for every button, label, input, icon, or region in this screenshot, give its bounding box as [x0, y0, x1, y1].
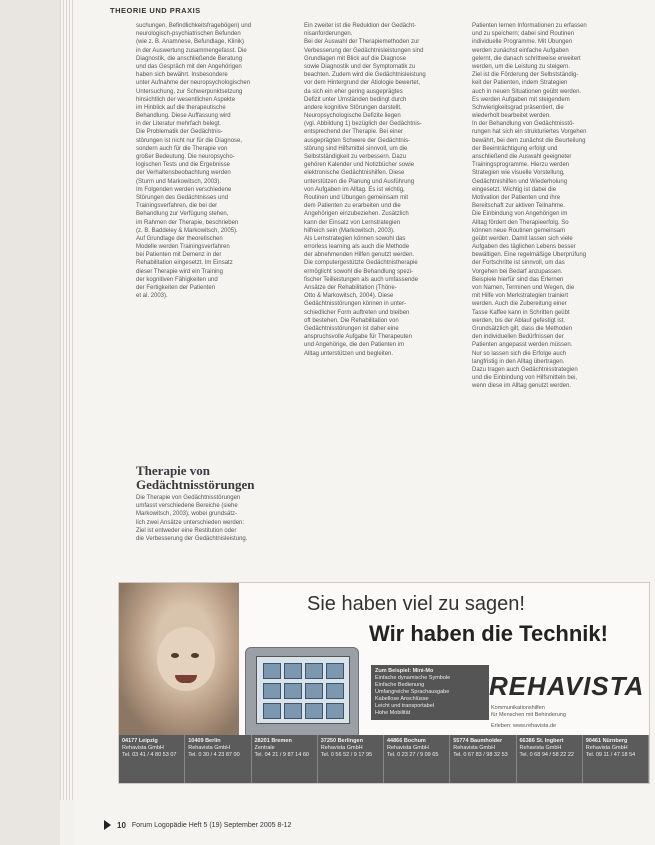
brand-logo: REHAVISTA — [489, 671, 645, 701]
text-line: geübt werden. Damit lassen sich viele — [472, 235, 573, 242]
location-entry — [450, 735, 516, 783]
text-line: Auf Grundlage der theoretischen — [136, 235, 223, 242]
footer-citation: Forum Logopädie Heft 5 (19) September 2005 8-12 — [131, 821, 292, 829]
text-line: Strategien wie visuelle Vorstellung, — [472, 170, 565, 177]
text-line: haben sich bewährt. Insbesondere — [136, 72, 228, 79]
text-line: Modelle werden Trainingsverfahren — [136, 244, 230, 251]
text-line: der abnehmenden Hilfen genutzt werden. — [304, 252, 415, 259]
text-line: gehören Kalender und Notizbücher sowie — [304, 162, 415, 169]
text-line: den individuellen Bedürfnissen der — [472, 334, 564, 341]
text-line: Diagnostik, die anschließende Beratung — [136, 55, 243, 62]
text-line: langfristig in den Alltag übertragen. — [472, 358, 565, 365]
location-l3: Tel. 0 23 27 / 9 09 65 — [387, 752, 439, 758]
text-line: in der Literatur mehrfach belegt. — [136, 121, 222, 128]
text-line: Gedächtnishilfen und Wiederholung — [472, 178, 568, 185]
text-line: Als Lernstrategien können sowohl das — [304, 235, 406, 242]
text-line: störung sind Hilfsmittel sinnvoll, um die — [304, 145, 408, 152]
text-line: Alltag unterstützen und begleiten. — [304, 350, 394, 357]
text-line: Defizit unter Umständen bedingt durch — [304, 96, 407, 103]
location-l2: Rehavista GmbH — [320, 745, 363, 751]
text-line: werden zunächst einfache Aufgaben — [472, 47, 569, 54]
text-line: lich zwei Ansätze unterschieden werden: — [136, 519, 245, 526]
text-line: Untersuchung, zur Schwerpunktsetzung — [136, 88, 243, 95]
location-l3: Tel. 09 11 / 47 18 54 — [585, 752, 636, 758]
text-line: hilfreich sein (Markowitsch, 2003). — [304, 227, 395, 234]
text-line: Rehabilitation eingesetzt. Im Einsatz — [136, 260, 233, 267]
text-column-3 — [472, 22, 650, 390]
text-line: Markowitsch, 2003), wobei grundsätz- — [136, 511, 238, 518]
text-line: Patienten lernen Informationen zu erfassen — [472, 23, 587, 29]
text-line: Dazu tragen auch Gedächtnisstrategien — [472, 366, 578, 373]
location-entry — [318, 735, 384, 783]
text-line: (wie z. B. Anamnese, Befundlage, Klinik) — [136, 39, 245, 46]
text-line: Ansätze der Rehabilitation (Thöne- — [304, 285, 397, 291]
text-line: hinsichtlich der wesentlichen Aspekte — [136, 96, 236, 103]
text-line: werden. Auch die Zubereitung einer — [472, 301, 567, 308]
text-line: Die computergestützte Gedächtnistherapie — [304, 260, 418, 267]
text-line: sowie Diagnostik und der Symptomatik zu — [304, 63, 416, 70]
text-line: Im Folgenden werden verschiedene — [136, 186, 232, 193]
brand-website: Erleben: www.rehavista.de — [491, 723, 557, 729]
text-line: der Fertigkeiten der Patienten — [136, 285, 216, 291]
text-line: Ein zweiter ist die Reduktion der Gedächt- — [304, 23, 417, 29]
text-line: ermöglicht sowohl die Behandlung spezi- — [304, 268, 414, 275]
text-line: kann der Einsatz von Lernstrategien — [304, 219, 401, 226]
section-heading: Therapie von Gedächtnisstörungen — [136, 463, 255, 492]
text-line: Bei der Auswahl der Therapiemethoden zur — [304, 39, 420, 46]
text-line: (Sturm und Markowitsch, 2003). — [136, 178, 222, 185]
text-line: Routinen und Übungen gemeinsam mit — [304, 194, 409, 201]
text-line: Die Therapie von Gedächtnisstörungen — [136, 495, 241, 501]
location-l2: Rehavista GmbH — [122, 745, 164, 751]
text-line: gelernt, die danach schrittweise erweitert — [472, 55, 581, 62]
brand-subtitle: Kommunikationshilfen für Menschen mit Behinderung — [491, 705, 566, 718]
text-line: die Verbesserung der Gedächtnisleistung. — [136, 535, 248, 542]
text-line: unterstützen die Planung und Ausführung — [304, 178, 415, 185]
text-line: vor dem Hintergrund der Ätiologie bewertet, — [304, 80, 421, 87]
text-line: von Namen, Terminen und Wegen, die — [472, 285, 575, 291]
child-photo — [119, 583, 239, 735]
text-line: entsprechend der Therapie. Bei einer — [304, 129, 403, 136]
text-line: Tasse Kaffee kann in Schritten geübt — [472, 309, 570, 316]
text-column-1b — [136, 494, 294, 543]
text-column-1 — [136, 22, 294, 300]
location-entry — [384, 735, 450, 783]
text-line: und die Einbindung von Hilfsmitteln bei, — [472, 375, 578, 382]
arrow-icon — [104, 820, 111, 830]
location-entry — [119, 735, 185, 783]
text-line: Bereitschaft zur aktiven Teilnahme. — [472, 203, 565, 210]
location-l2: Rehavista GmbH — [519, 745, 562, 751]
text-line: Verbesserung der Gedächtnisleistungen sind — [304, 47, 424, 54]
location-city: 37250 Berlingen — [320, 738, 363, 744]
advertisement — [118, 582, 650, 784]
text-line: suchungen, Befindlichkeitsfragebögen) und — [136, 23, 252, 29]
text-line: oft bestehen. Die Rehabilitation von — [304, 317, 399, 324]
location-l3: Tel. 04 21 / 9 87 14 60 — [254, 752, 309, 758]
page-footer — [104, 820, 291, 830]
text-line: bei Patienten mit Demenz in der — [136, 252, 222, 259]
text-line: dem Patienten zu erarbeiten und die — [304, 203, 401, 210]
text-line: Vorgehen bei Bedarf anzupassen. — [472, 268, 563, 275]
text-line: können neue Routinen gemeinsam — [472, 227, 566, 234]
ad-headline-1: Sie haben viel zu sagen! — [307, 593, 525, 615]
text-line: Behandlung zur Verfügung stehen, — [136, 211, 229, 218]
text-line: Selbstständigkeit zu verbessern. Dazu — [304, 154, 407, 160]
location-city: 04177 Leipzig — [122, 738, 158, 744]
text-line: bewährt, bei dem zunächst die Beurteilung — [472, 137, 586, 144]
text-line: Aufgaben des täglichen Lebens besser — [472, 244, 576, 251]
text-line: andere kognitive Störungen darstellt. — [304, 104, 402, 111]
text-line: et al. 2003). — [136, 293, 168, 300]
location-l3: Tel. 0 56 52 / 9 17 95 — [320, 752, 373, 758]
text-line: Alltag fördert den Therapieerfolg. So — [472, 219, 569, 226]
text-line: Grundsätzlich gilt, dass die Methoden — [472, 325, 573, 332]
location-city: 10409 Berlin — [188, 738, 221, 744]
text-line: neurologisch-psychiatrischen Befunden — [136, 31, 241, 38]
text-line: eingesetzt. Wichtig ist dabei die — [472, 186, 557, 193]
text-line: der Verhaltensbeobachtung werden — [136, 170, 231, 177]
text-line: beachten. Zudem wird die Gedächtnisleistung — [304, 72, 426, 79]
text-line: und Angehörige, die den Patienten im — [304, 342, 405, 349]
section-header: THEORIE UND PRAXIS — [110, 6, 201, 15]
location-city: 44866 Bochum — [387, 738, 426, 744]
text-line: Die Einbindung von Angehörigen im — [472, 211, 568, 218]
text-line: Die Problematik der Gedächtnis- — [136, 129, 223, 136]
text-line: In der Behandlung von Gedächtnisstö- — [472, 121, 575, 128]
feature-item: Kabellose Anschlüsse — [375, 696, 429, 702]
text-line: und das Gespräch mit den Angehörigen — [136, 63, 242, 70]
text-line: logischen Tests und die Ergebnisse — [136, 162, 230, 169]
text-line: anspruchsvolle Aufgabe für Therapeuten — [304, 334, 412, 341]
text-line: wiederholt bearbeitet werden. — [472, 113, 551, 120]
text-line: (vgl. Abbildung 1) bezüglich der Gedächtnis- — [304, 121, 422, 128]
text-line: mit Hilfe von Merkstrategien trainiert — [472, 293, 569, 300]
text-line: Trainingsverfahren, die bei der — [136, 203, 218, 210]
location-l3: Tel. 03 41 / 4 80 53 07 — [122, 752, 177, 758]
text-line: schiedlicher Form auftreten und bleiben — [304, 309, 410, 316]
text-line: Patienten angepasst werden müssen. — [472, 342, 573, 349]
text-line: Motivation der Patienten und ihre — [472, 194, 561, 201]
location-l2: Rehavista GmbH — [188, 745, 231, 751]
text-line: Es werden Aufgaben mit steigendem — [472, 96, 570, 103]
text-line: rungen hat sich ein strukturiertes Vorgehen — [472, 129, 587, 136]
text-line: im Hinblick auf die therapeutische — [136, 104, 226, 111]
text-line: Trainingsprogramme. Hierzu werden — [472, 162, 570, 169]
text-line: anschließend die Auswahl geeigneter — [472, 154, 572, 160]
text-line: der Beeinträchtigung erfolgt und — [472, 145, 558, 152]
text-line: der Fortschritte ist sinnvoll, um das — [472, 260, 565, 267]
text-line: Otto & Markowitsch, 2004). Diese — [304, 293, 394, 300]
text-line: unter Aufnahme der neuropsychologischen — [136, 80, 251, 87]
text-line: ausgeprägten Schwere der Gedächtnis- — [304, 137, 411, 144]
text-line: individuelle Programme. Mit Übungen — [472, 39, 573, 46]
text-line: (z. B. Baddeley & Markowitsch, 2005). — [136, 227, 238, 234]
text-line: Schwierigkeitsgrad präsentiert, die — [472, 104, 564, 111]
text-line: Behandlung. Diese Auffassung wird — [136, 113, 231, 120]
text-line: Angehörigen einzubeziehen. Zusätzlich — [304, 211, 409, 218]
feature-title: Zum Beispiel: Mini-Mo — [375, 668, 434, 674]
location-l2: Rehavista GmbH — [387, 745, 429, 751]
location-l3: Tel. 0 67 83 / 98 32 53 — [453, 752, 508, 758]
text-line: von Aufgaben im Alltag. Es ist wichtig, — [304, 186, 405, 193]
page-edges — [60, 0, 74, 800]
communication-device-image — [245, 647, 359, 739]
text-line: in der Auswertung zusammengefasst. Die — [136, 47, 247, 54]
location-l3: Tel. 0 30 / 4 23 87 00 — [188, 752, 240, 758]
text-line: werden, um die Leistung zu steigern. — [472, 63, 571, 70]
location-city: 90461 Nürnberg — [585, 738, 628, 744]
text-line: keit der Patienten, indem Strategien — [472, 80, 568, 87]
page-shadow — [0, 0, 60, 845]
feature-item: Leicht und transportabel — [375, 703, 435, 709]
text-line: großer Bedeutung. Die neuropsycho- — [136, 154, 235, 160]
text-line: Grundlagen mit Blick auf die Diagnose — [304, 55, 407, 62]
text-column-2 — [304, 22, 464, 358]
text-line: und zu speichern; dabei sind Routinen — [472, 31, 575, 38]
feature-item: Umfangreiche Sprachausgabe — [375, 689, 450, 695]
location-entry — [185, 735, 251, 783]
text-line: fischer Teilleistungen als auch umfassende — [304, 276, 418, 283]
location-l2: Rehavista GmbH — [585, 745, 628, 751]
text-line: Störungen des Gedächtnisses und — [136, 194, 229, 201]
text-line: werden, bis der Ablauf gefestigt ist. — [472, 317, 566, 324]
location-entry — [583, 735, 649, 783]
feature-item: Hohe Mobilität — [375, 710, 411, 716]
ad-headline-2: Wir haben die Technik! — [369, 621, 608, 646]
text-line: im Rahmen der Therapie, beschrieben — [136, 219, 239, 226]
text-line: Gedächtnisstörungen ist daher eine — [304, 325, 399, 332]
text-line: elektronische Gedächtnishilfen. Diese — [304, 170, 405, 177]
location-l3: Tel. 0 68 94 / 58 22 22 — [519, 752, 574, 758]
text-line: Nur so lassen sich die Erfolge auch — [472, 350, 567, 357]
text-line: Gedächtnisstörungen können in unter- — [304, 301, 407, 308]
text-line: Neuropsychologische Defizite liegen — [304, 113, 401, 120]
text-line: störungen ist nicht nur für die Diagnose, — [136, 137, 243, 144]
location-l2: Zentrale — [254, 745, 275, 751]
location-l2: Rehavista GmbH — [453, 745, 496, 751]
text-line: Ziel ist entweder eine Restitution oder — [136, 527, 237, 534]
text-line: Beispiele hierfür sind das Erlernen — [472, 276, 564, 283]
feature-item: Einfache dynamische Symbole — [375, 675, 451, 681]
location-city: 28201 Bremen — [254, 738, 292, 744]
text-line: der kognitiven Fähigkeiten und — [136, 276, 218, 283]
text-line: dieser Therapie wird ein Training — [136, 268, 223, 275]
text-line: Ziel ist die Förderung der Selbstständig- — [472, 72, 579, 79]
text-line: nisanforderungen. — [304, 31, 353, 38]
location-city: 55774 Baumholder — [453, 738, 503, 744]
location-entry — [252, 735, 318, 783]
text-line: umfasst verschiedene Bereiche (siehe — [136, 503, 238, 510]
locations-bar — [119, 735, 649, 783]
location-entry — [517, 735, 583, 783]
feature-list — [371, 665, 489, 720]
page-number: 10 — [117, 820, 126, 830]
text-line: da sich ein eher gering ausgeprägtes — [304, 88, 403, 95]
text-line: wenn diese im Alltag genutzt werden. — [472, 383, 572, 390]
text-line: errorless learning als auch die Methode — [304, 244, 410, 251]
feature-item: Einfache Bedienung — [375, 682, 425, 688]
text-line: sondern auch für die Therapie von — [136, 145, 228, 152]
text-line: auch in neuen Situationen geübt werden. — [472, 88, 582, 95]
location-city: 66386 St. Ingbert — [519, 738, 564, 744]
text-line: bewältigen. Eine regelmäßige Überprüfung — [472, 252, 587, 259]
